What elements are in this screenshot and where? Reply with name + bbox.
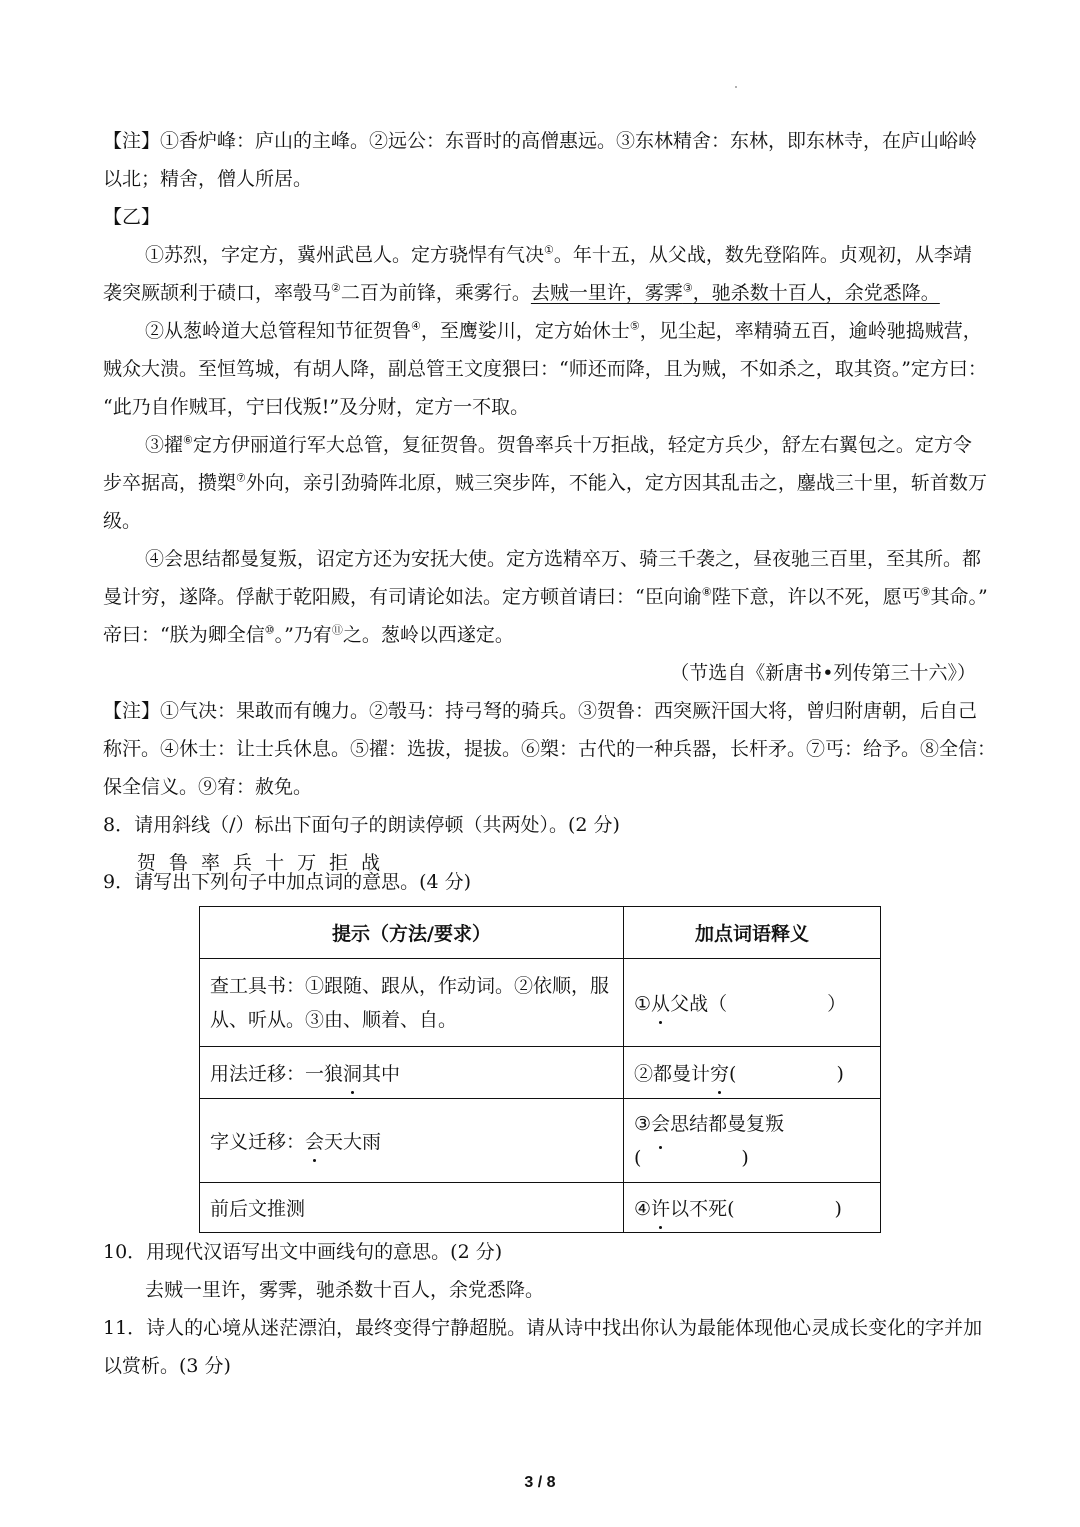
q8-char: 贺 (137, 852, 157, 874)
table-row (200, 1047, 881, 1099)
answer-cell[interactable]: ④许以不死( ) (624, 1183, 881, 1233)
answer-cell[interactable]: ①从父战（ ） (624, 959, 881, 1047)
q8-char: 兵 (233, 852, 253, 874)
passage-p1-line1: ①苏烈，字定方，冀州武邑人。定方骁悍有气决①。年十五，从父战，数先登陷阵。贞观初，从李靖 (145, 243, 972, 266)
note2-line1: 【注】①气决：果敢而有魄力。②彀马：持弓弩的骑兵。③贺鲁：西突厥汗国大将，曾归附唐朝，后自己 (103, 700, 978, 722)
table-row (200, 959, 881, 1047)
table-header-hint: 提示（方法/要求） (200, 907, 624, 959)
q10-question: 10．用现代汉语写出文中画线句的意思。(2 分) (103, 1241, 503, 1263)
answer-cell[interactable]: ②都曼计穷( ) (624, 1047, 881, 1099)
passage-p3-line3: 级。 (103, 510, 142, 532)
table-header-meaning: 加点词语释义 (624, 907, 881, 959)
section-yi-heading: 【乙】 (103, 206, 161, 228)
underlined-sentence: 去贼一里许，雾霁③，驰杀数十百人，余党悉降。 (530, 281, 940, 304)
table-header-row (200, 907, 881, 959)
q8-char: 万 (297, 852, 317, 874)
hint-cell: 查工具书：①跟随、跟从，作动词。②依顺，服 从、听从。③由、顺着、自。 (200, 959, 624, 1047)
q8-char: 拒 (329, 852, 349, 874)
passage-p2-line1: ②从葱岭道大总管程知节征贺鲁④，至鹰娑川，定方始休士⑤，见尘起，率精骑五百，逾岭驰捣贼营， (145, 319, 982, 342)
table-row (200, 1099, 881, 1183)
q10-sentence: 去贼一里许，雾霁，驰杀数十百人，余党悉降。 (145, 1279, 545, 1301)
scan-speck (735, 86, 737, 88)
q8-question: 8．请用斜线（/）标出下面句子的朗读停顿（共两处）。(2 分) (103, 814, 620, 836)
note2-line3: 保全信义。⑨宥：赦免。 (103, 776, 313, 798)
hint-cell: 字义迁移：会天大雨 (200, 1099, 624, 1183)
passage-p4-line1: ④会思结都曼复叛，诏定方还为安抚大使。定方选精卒万、骑三千袭之，昼夜驰三百里，至其所。都 (145, 548, 982, 570)
source-citation: （节选自《新唐书•列传第三十六》） (670, 662, 976, 684)
note1-line1: 【注】①香炉峰：庐山的主峰。②远公：东晋时的高僧惠远。③东林精舍：东林，即东林寺，在庐山峪岭 (103, 130, 978, 152)
q8-char: 鲁 (169, 852, 189, 874)
page-number: 3 / 8 (524, 1474, 556, 1491)
table-row (200, 1183, 881, 1233)
passage-p3-line1: ③擢⑥定方伊丽道行军大总管，复征贺鲁。贺鲁率兵十万拒战，轻定方兵少，舒左右翼包之。定方令 (145, 433, 972, 456)
passage-p2-line3: “此乃自作贼耳，宁曰伐叛!”及分财，定方一不取。 (103, 396, 530, 418)
passage-p4-line2: 曼计穷，遂降。俘献于乾阳殿，有司请论如法。定方顿首请曰：“臣向谕⑧陛下意，许以不死，愿丐⑨其命。” (103, 585, 988, 608)
q8-char: 十 (265, 852, 285, 874)
hint-cell: 前后文推测 (200, 1183, 624, 1233)
passage-p3-line2: 步卒据高，攒槊⑦外向，亲引劲骑阵北原，贼三突步阵，不能入，定方因其乱击之，鏖战三十里，斩首数万 (103, 471, 987, 494)
q9-question: 9．请写出下列句子中加点词的意思。(4 分) (103, 871, 472, 893)
passage-p4-line3: 帝曰：“朕为卿全信⑩。”乃宥⑪之。葱岭以西遂定。 (103, 623, 514, 646)
q11-question-line2: 以赏析。(3 分) (103, 1355, 231, 1377)
passage-p2-line2: 贼众大溃。至恒笃城，有胡人降，副总管王文度猥曰：“师还而降，且为贼，不如杀之，取其资。”定方曰： (103, 358, 987, 380)
answer-cell[interactable]: ③会思结都曼复叛 ( ) (624, 1099, 881, 1183)
passage-p1-line2: 袭突厥颉利于碛口，率彀马②二百为前锋，乘雾行。去贼一里许，雾霁③，驰杀数十百人，余党悉降。 (103, 281, 940, 304)
q11-question-line1: 11．诗人的心境从迷茫漂泊，最终变得宁静超脱。请从诗中找出你认为最能体现他心灵成长变化的字并加 (103, 1317, 983, 1339)
hint-cell: 用法迁移：一狼洞其中 (200, 1047, 624, 1099)
note2-line2: 称汗。④休士：让士兵休息。⑤擢：选拔，提拔。⑥槊：古代的一种兵器，长杆矛。⑦丐：给予。⑧全信： (103, 738, 997, 760)
note1-line2: 以北；精舍，僧人所居。 (103, 168, 313, 190)
q9-table (199, 906, 881, 1233)
q8-char: 率 (201, 852, 221, 874)
q8-char: 战 (361, 852, 381, 874)
